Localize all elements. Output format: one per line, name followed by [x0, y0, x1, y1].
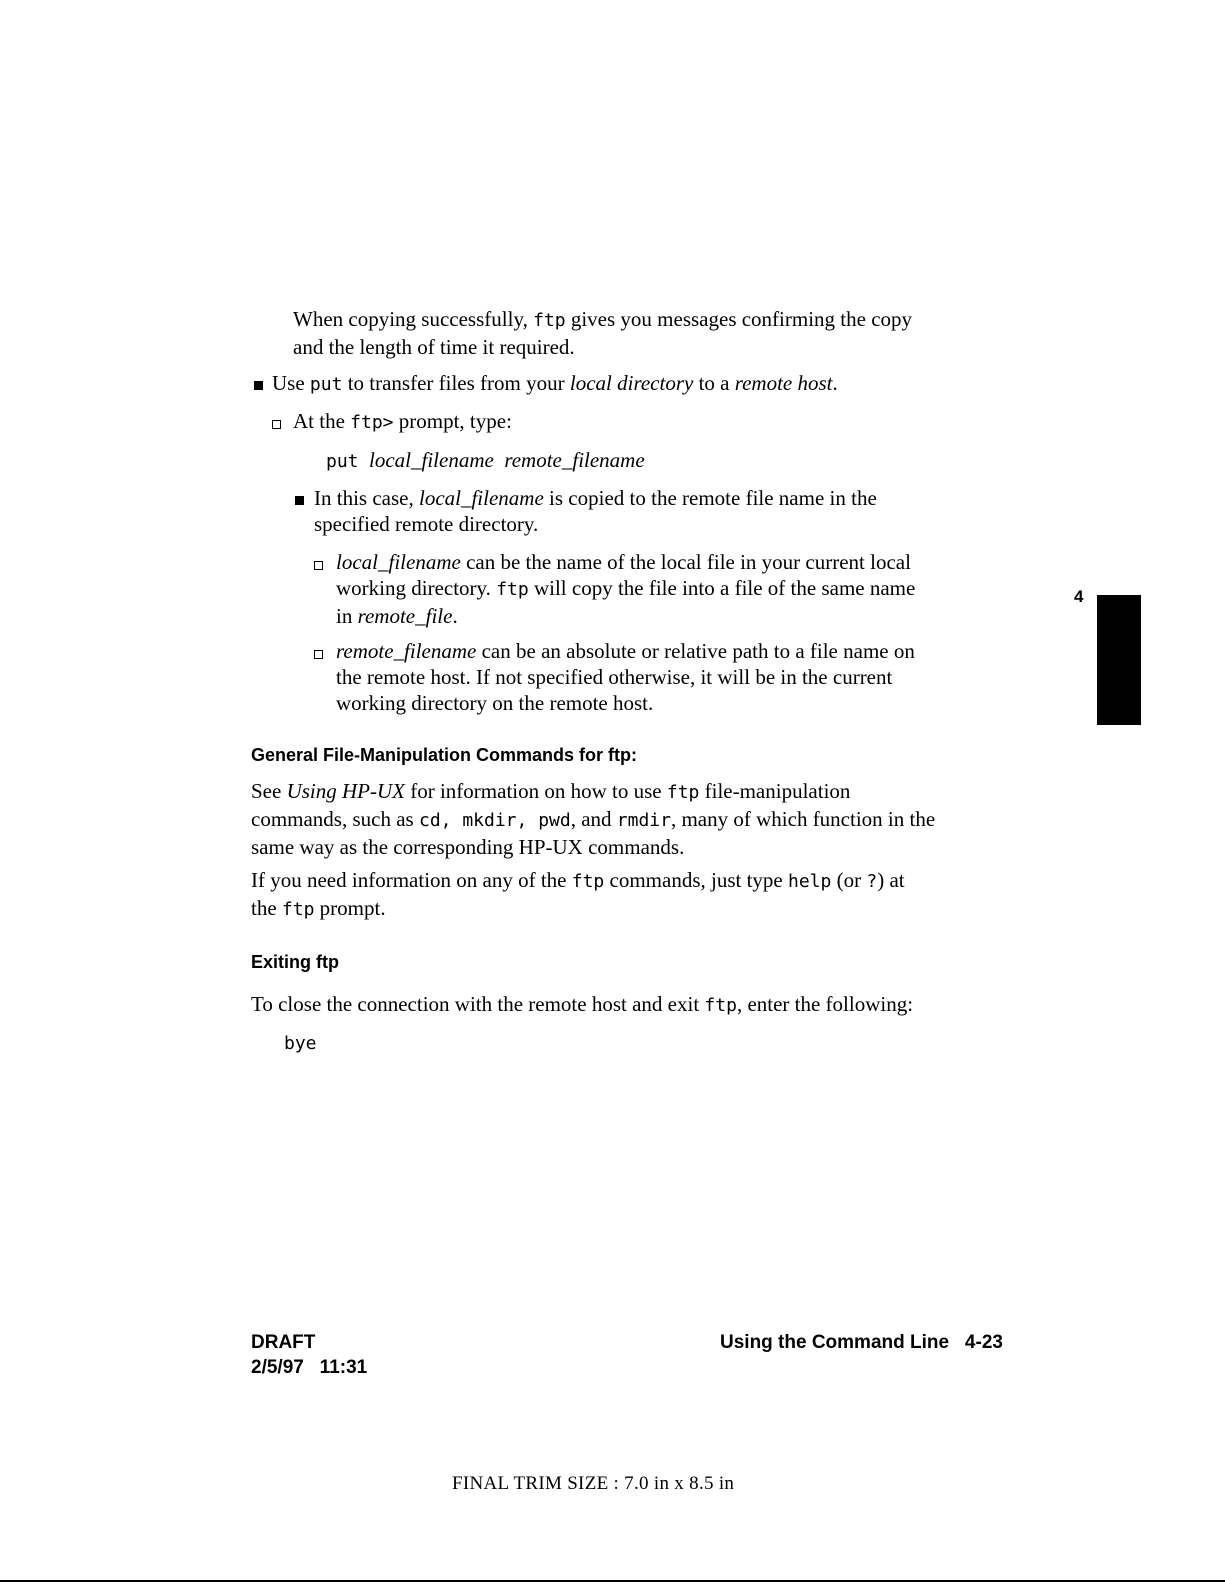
code-ftp: ftp: [533, 310, 566, 331]
exiting-paragraph: To close the connection with the remote host and exit ftp, enter the following:: [251, 992, 914, 1016]
open-bullet-icon: [272, 420, 281, 429]
general-commands-paragraph: See Using HP-UX for information on how to use ftp file-manipulation commands, such as cd, mkdir, pwd, and rmdir, many of which function in the same way as the corresponding HP-UX commands.: [251, 779, 936, 859]
filled-bullet-icon: [295, 496, 304, 505]
code-put-command: put: [326, 451, 359, 472]
code-ftp: ftp: [666, 782, 700, 803]
trim-size-note: FINAL TRIM SIZE : 7.0 in x 8.5 in: [452, 1473, 735, 1494]
case-list-item: In this case, local_filename is copied to the remote file name in the specified remote directory.: [314, 486, 877, 536]
section-heading-exiting-ftp: Exiting ftp: [251, 952, 339, 972]
footer-chapter-title: Using the Command Line: [720, 1332, 950, 1353]
footer-running-title: [720, 1332, 1003, 1354]
page-bottom-rule: [0, 1580, 1225, 1582]
code-help: help: [788, 871, 832, 892]
footer-draft: DRAFT: [251, 1332, 316, 1353]
put-command-example: put local_filename remote_filename: [326, 448, 645, 472]
code-question-mark: ?: [866, 871, 878, 892]
open-bullet-icon: [314, 561, 323, 570]
local-filename-item: local_filename can be the name of the local file in your current local working directory. ftp will copy the file into a file of the same name in remote_file.: [336, 550, 916, 628]
code-ftp: ftp: [281, 899, 315, 920]
intro-line-1: When copying successfully, ftp gives you messages confirming the copy: [293, 307, 913, 331]
footer-page-number: 4-23: [964, 1332, 1003, 1353]
intro-line-2: and the length of time it required.: [293, 335, 575, 359]
code-ftp: ftp: [704, 995, 737, 1016]
code-commands: cd, mkdir, pwd: [418, 810, 571, 831]
code-ftp-prompt: ftp>: [350, 412, 394, 433]
open-bullet-icon: [314, 650, 323, 659]
remote-filename-item: remote_filename can be an absolute or relative path to a file name on the remote host. If not specified otherwise, it will be in the current working directory on the remote host.: [336, 639, 915, 715]
bye-command: bye: [284, 1033, 317, 1054]
put-list-item: Use put to transfer files from your local directory to a remote host.: [272, 371, 838, 395]
filled-bullet-icon: [254, 381, 263, 390]
chapter-tab-number: 4: [1074, 587, 1084, 606]
section-heading-general-commands: General File-Manipulation Commands for ftp:: [251, 745, 638, 765]
prompt-list-item: At the ftp> prompt, type:: [293, 409, 512, 433]
help-paragraph: If you need information on any of the ftp commands, just type help (or ?) at the ftp prompt.: [251, 868, 905, 920]
code-ftp: ftp: [496, 579, 529, 600]
intro-paragraph: [293, 306, 912, 360]
code-ftp: ftp: [571, 871, 605, 892]
chapter-thumb-tab: [1097, 595, 1141, 725]
code-rmdir: rmdir: [616, 810, 671, 831]
code-put: put: [309, 374, 343, 395]
footer-date: 2/5/97 11:31: [251, 1357, 368, 1378]
